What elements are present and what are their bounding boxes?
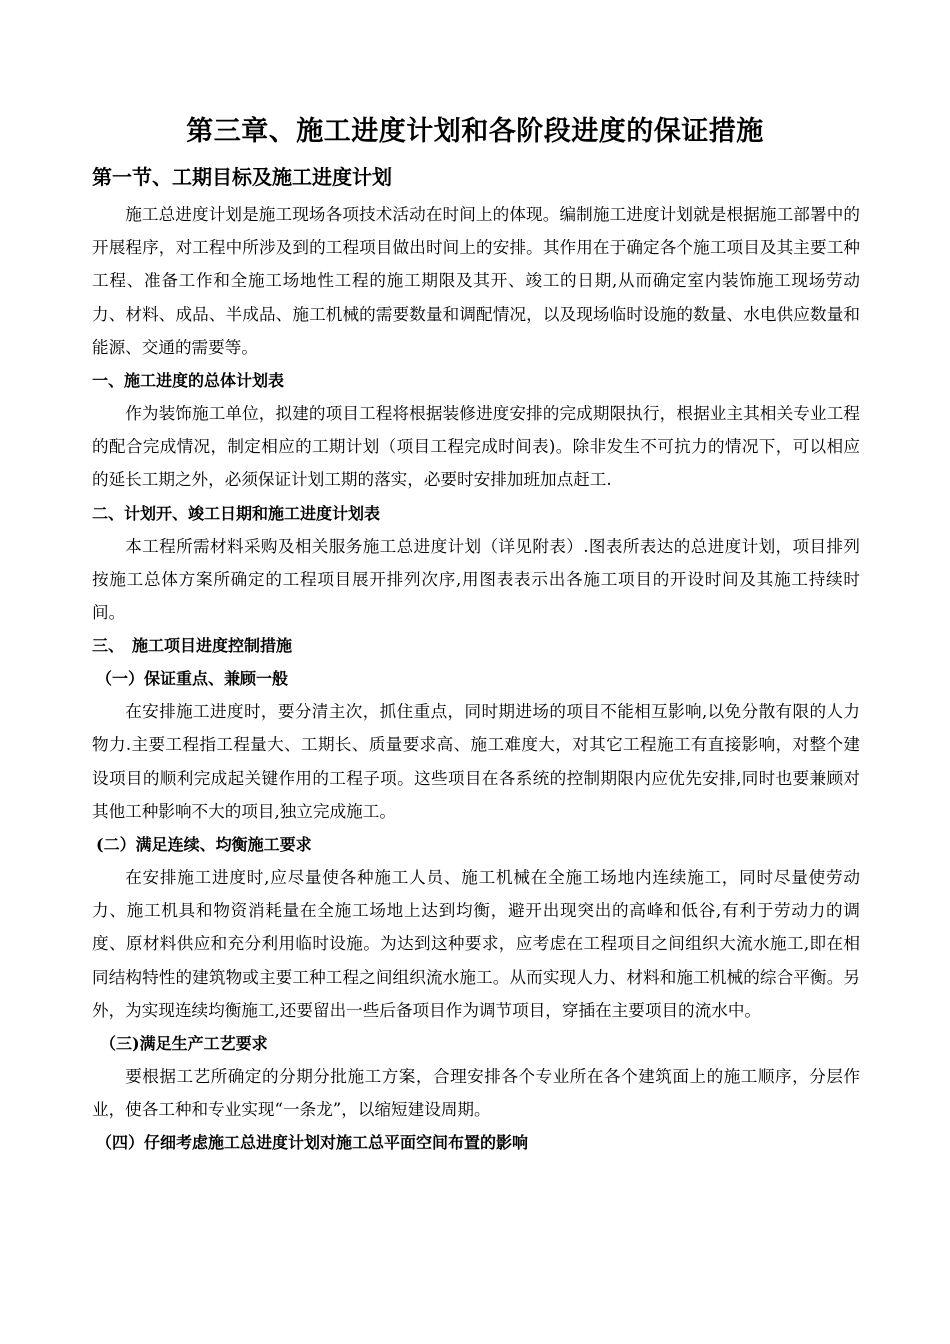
heading-overall-plan: 一、施工进度的总体计划表 (92, 371, 285, 391)
subheading-process: （三)满足生产工艺要求 (100, 1034, 268, 1054)
paragraph-overall-plan: 作为装饰施工单位，拟建的项目工程将根据装修进度安排的完成期限执行，根据业主其相关专业工程的配合完成情况，制定相应的工期计划（项目工程完成时间表)。除非发生不可抗力的情况下，可以相应的延长工期之外，必须保证计划工期的落实，必要时安排加班加点赶工. (92, 404, 860, 490)
paragraph-priorities: 在安排施工进度时，要分清主次，抓住重点，同时期进场的项目不能相互影响,以免分散有限的人力物力.主要工程指工程量大、工期长、质量要求高、施工难度大，对其它工程施工有直接影响，对整个建设项目的顺利完成起关键作用的工程子项。这些项目在各系统的控制期限内应优先安排,同时也要兼顾对其他工种影响不大的项目,独立完成施工。 (92, 702, 860, 821)
heading-control-measures: 三、 施工项目进度控制措施 (92, 636, 293, 656)
paragraph-continuous: 在安排施工进度时,应尽量使各种施工人员、施工机械在全施工场地内连续施工，同时尽量使劳动力、施工机具和物资消耗量在全施工场地上达到均衡，避开出现突出的高峰和低谷,有利于劳动力的调度、原材料供应和充分利用临时设施。为达到这种要求，应考虑在工程项目之间组织大流水施工,即在相同结构特性的建筑物或主要工种工程之间组织流水施工。从而实现人力、材料和施工机械的综合平衡。另外，为实现连续均衡施工,还要留出一些后备项目作为调节项目，穿插在主要项目的流水中。 (92, 868, 860, 1020)
heading-schedule-dates: 二、计划开、竣工日期和施工进度计划表 (92, 503, 381, 523)
paragraph-process: 要根据工艺所确定的分期分批施工方案，合理安排各个专业所在各个建筑面上的施工顺序，分层作业，使各工种和专业实现“一条龙”，以缩短建设周期。 (92, 1067, 860, 1120)
intro-paragraph: 施工总进度计划是施工现场各项技术活动在时间上的体现。编制施工进度计划就是根据施工部署中的开展程序，对工程中所涉及到的工程项目做出时间上的安排。其作用在于确定各个施工项目及其主要工种工程、准备工作和全施工场地性工程的施工期限及其开、竣工的日期,从而确定室内装饰施工现场劳动力、材料、成品、半成品、施工机械的需要数量和调配情况，以及现场临时设施的数量、水电供应数量和能源、交通的需要等。 (92, 205, 860, 357)
document-body (92, 198, 860, 1159)
subheading-continuous: (二）满足连续、均衡施工要求 (96, 835, 312, 855)
paragraph-schedule-dates: 本工程所需材料采购及相关服务施工总进度计划（详见附表）.图表所表达的总进度计划，项目排列按施工总体方案所确定的工程项目展开排列次序,用图表表示出各施工项目的开设时间及其施工持续时间。 (92, 536, 860, 623)
subheading-priorities: （一）保证重点、兼顾一般 (96, 669, 289, 689)
subheading-layout-impact: （四）仔细考虑施工总进度计划对施工总平面空间布置的影响 (96, 1133, 529, 1153)
section-title: 第一节、工期目标及施工进度计划 (92, 165, 392, 189)
chapter-title: 第三章、施工进度计划和各阶段进度的保证措施 (186, 116, 764, 147)
